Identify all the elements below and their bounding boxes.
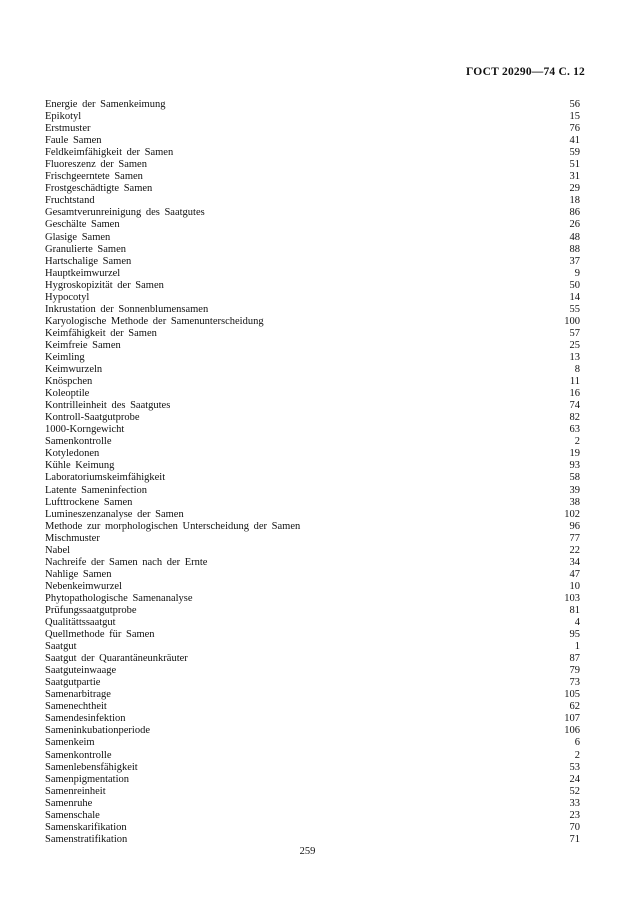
entry-term: Samenstratifikation	[45, 833, 128, 845]
index-entry	[45, 268, 580, 280]
index-entry	[45, 798, 580, 810]
entry-term: Hygroskopizität der Samen	[45, 279, 164, 291]
entry-term: Qualitättssaatgut	[45, 617, 116, 629]
entry-term: Faule Samen	[45, 135, 102, 147]
entry-term: Nachreife der Samen nach der Ernte	[45, 556, 208, 568]
index-list	[45, 99, 580, 846]
page-number: 259	[299, 846, 316, 857]
entry-number: 74	[569, 400, 580, 412]
entry-term: Nahlige Samen	[45, 568, 112, 580]
entry-term: Fluoreszenz der Samen	[45, 159, 147, 171]
entry-term: Koleoptile	[45, 388, 90, 400]
index-entry	[45, 340, 580, 352]
index-entry	[45, 822, 580, 834]
index-entry	[45, 509, 580, 521]
entry-number: 15	[569, 111, 580, 123]
entry-term: Samenechtheit	[45, 701, 107, 713]
entry-term: Frischgeerntete Samen	[45, 171, 143, 183]
entry-term: Samenarbitrage	[45, 689, 111, 701]
entry-term: 1000-Korngewicht	[45, 424, 125, 436]
entry-number: 9	[574, 267, 580, 279]
entry-number: 41	[569, 135, 580, 147]
entry-number: 102	[564, 508, 580, 520]
index-entry	[45, 388, 580, 400]
index-entry	[45, 219, 580, 231]
index-entry	[45, 472, 580, 484]
index-entry	[45, 195, 580, 207]
entry-term: Samenskarifikation	[45, 821, 127, 833]
index-entry	[45, 701, 580, 713]
index-entry	[45, 593, 580, 605]
entry-number: 58	[569, 472, 580, 484]
entry-term: Prüfungssaatgutprobe	[45, 604, 137, 616]
entry-number: 11	[569, 376, 580, 388]
index-entry	[45, 183, 580, 195]
entry-term: Keimfreie Samen	[45, 339, 121, 351]
index-entry	[45, 244, 580, 256]
entry-number: 25	[569, 339, 580, 351]
entry-number: 33	[569, 797, 580, 809]
entry-term: Frostgeschädtigte Samen	[45, 183, 153, 195]
index-entry	[45, 641, 580, 653]
index-entry	[45, 665, 580, 677]
entry-number: 71	[569, 833, 580, 845]
index-entry	[45, 581, 580, 593]
entry-term: Latente Sameninfection	[45, 484, 148, 496]
entry-number: 31	[569, 171, 580, 183]
entry-number: 39	[569, 484, 580, 496]
index-entry	[45, 99, 580, 111]
index-entry	[45, 207, 580, 219]
index-entry	[45, 617, 580, 629]
entry-term: Methode zur morphologischen Unterscheidung der Samen	[45, 520, 301, 532]
entry-term: Kontroll-Saatgutprobe	[45, 412, 140, 424]
index-entry	[45, 352, 580, 364]
entry-term: Saatgutpartie	[45, 677, 101, 689]
index-entry	[45, 605, 580, 617]
entry-term: Geschälte Samen	[45, 219, 120, 231]
entry-number: 79	[569, 665, 580, 677]
entry-term: Kotyledonen	[45, 448, 100, 460]
index-entry	[45, 713, 580, 725]
entry-number: 8	[574, 364, 580, 376]
index-entry	[45, 774, 580, 786]
document-header: ГОСТ 20290—74 С. 12	[466, 66, 585, 78]
index-entry	[45, 521, 580, 533]
entry-term: Hypocotyl	[45, 291, 90, 303]
index-entry	[45, 256, 580, 268]
entry-term: Hauptkeimwurzel	[45, 267, 121, 279]
entry-number: 53	[569, 761, 580, 773]
entry-number: 59	[569, 147, 580, 159]
index-entry	[45, 653, 580, 665]
index-entry	[45, 762, 580, 774]
entry-number: 13	[569, 351, 580, 363]
entry-number: 29	[569, 183, 580, 195]
index-entry	[45, 557, 580, 569]
index-entry	[45, 750, 580, 762]
entry-term: Karyologische Methode der Samenunterscheidung	[45, 315, 264, 327]
entry-term: Keimfähigkeit der Samen	[45, 327, 157, 339]
index-entry	[45, 159, 580, 171]
entry-number: 96	[569, 520, 580, 532]
entry-number: 18	[569, 195, 580, 207]
index-entry	[45, 497, 580, 509]
index-entry	[45, 834, 580, 846]
entry-number: 70	[569, 821, 580, 833]
entry-number: 105	[564, 689, 580, 701]
entry-number: 77	[569, 532, 580, 544]
index-entry	[45, 448, 580, 460]
index-entry	[45, 364, 580, 376]
index-entry	[45, 376, 580, 388]
entry-number: 103	[564, 592, 580, 604]
entry-number: 51	[569, 159, 580, 171]
index-entry	[45, 485, 580, 497]
entry-number: 93	[569, 460, 580, 472]
entry-number: 82	[569, 412, 580, 424]
entry-number: 23	[569, 809, 580, 821]
entry-number: 2	[574, 436, 580, 448]
entry-number: 62	[569, 701, 580, 713]
entry-term: Saatguteinwaage	[45, 665, 117, 677]
entry-term: Granulierte Samen	[45, 243, 127, 255]
entry-term: Nebenkeimwurzel	[45, 580, 122, 592]
entry-number: 56	[569, 99, 580, 110]
entry-term: Keimling	[45, 351, 85, 363]
index-entry	[45, 737, 580, 749]
entry-number: 52	[569, 785, 580, 797]
entry-number: 47	[569, 568, 580, 580]
index-entry	[45, 689, 580, 701]
entry-term: Inkrustation der Sonnenblumensamen	[45, 303, 209, 315]
index-entry	[45, 316, 580, 328]
entry-number: 55	[569, 303, 580, 315]
index-entry	[45, 328, 580, 340]
entry-term: Samenlebensfähigkeit	[45, 761, 138, 773]
index-entry	[45, 412, 580, 424]
entry-number: 73	[569, 677, 580, 689]
entry-number: 6	[574, 737, 580, 749]
entry-number: 95	[569, 629, 580, 641]
index-entry	[45, 123, 580, 135]
entry-number: 14	[569, 291, 580, 303]
entry-number: 24	[569, 773, 580, 785]
entry-term: Hartschalige Samen	[45, 255, 132, 267]
entry-term: Nabel	[45, 544, 71, 556]
index-entry	[45, 786, 580, 798]
entry-term: Quellmethode für Samen	[45, 629, 155, 641]
entry-number: 4	[574, 617, 580, 629]
index-entry	[45, 725, 580, 737]
entry-term: Epikotyl	[45, 111, 82, 123]
entry-number: 100	[564, 315, 580, 327]
entry-term: Samenreinheit	[45, 785, 106, 797]
entry-term: Sameninkubationperiode	[45, 725, 150, 737]
entry-number: 57	[569, 327, 580, 339]
entry-term: Erstmuster	[45, 123, 91, 135]
entry-term: Samenpigmentation	[45, 773, 129, 785]
entry-number: 86	[569, 207, 580, 219]
index-entry	[45, 677, 580, 689]
index-entry	[45, 111, 580, 123]
index-entry	[45, 292, 580, 304]
index-entry	[45, 424, 580, 436]
entry-term: Saatgut	[45, 641, 77, 653]
index-entry	[45, 460, 580, 472]
index-entry	[45, 810, 580, 822]
entry-number: 37	[569, 255, 580, 267]
entry-number: 81	[569, 604, 580, 616]
entry-term: Samenruhe	[45, 797, 93, 809]
entry-term: Laboratoriumskeimfähigkeit	[45, 472, 166, 484]
entry-term: Energie der Samenkeimung	[45, 99, 166, 110]
index-entry	[45, 569, 580, 581]
entry-term: Saatgut der Quarantäneunkräuter	[45, 653, 188, 665]
entry-term: Samenschale	[45, 809, 100, 821]
entry-number: 22	[569, 544, 580, 556]
index-entry	[45, 171, 580, 183]
entry-number: 107	[564, 713, 580, 725]
entry-term: Samendesinfektion	[45, 713, 126, 725]
index-entry	[45, 545, 580, 557]
index-entry	[45, 436, 580, 448]
entry-number: 26	[569, 219, 580, 231]
index-entry	[45, 280, 580, 292]
entry-number: 1	[574, 641, 580, 653]
entry-number: 88	[569, 243, 580, 255]
index-entry	[45, 232, 580, 244]
entry-number: 63	[569, 424, 580, 436]
entry-term: Phytopathologische Samenanalyse	[45, 592, 193, 604]
index-entry	[45, 533, 580, 545]
index-entry	[45, 400, 580, 412]
index-entry	[45, 135, 580, 147]
entry-number: 87	[569, 653, 580, 665]
entry-term: Knöspchen	[45, 376, 93, 388]
entry-term: Fruchtstand	[45, 195, 95, 207]
entry-term: Keimwurzeln	[45, 364, 103, 376]
entry-term: Samenkeim	[45, 737, 95, 749]
entry-number: 38	[569, 496, 580, 508]
index-entry	[45, 304, 580, 316]
entry-number: 48	[569, 231, 580, 243]
entry-term: Lumineszenzanalyse der Samen	[45, 508, 184, 520]
entry-term: Feldkeimfähigkeit der Samen	[45, 147, 174, 159]
entry-term: Mischmuster	[45, 532, 100, 544]
entry-term: Kontrilleinheit des Saatgutes	[45, 400, 171, 412]
entry-term: Gesamtverunreinigung des Saatgutes	[45, 207, 205, 219]
entry-term: Kühle Keimung	[45, 460, 115, 472]
entry-term: Lufttrockene Samen	[45, 496, 133, 508]
entry-number: 16	[569, 388, 580, 400]
entry-term: Samenkontrolle	[45, 436, 112, 448]
entry-term: Samenkontrolle	[45, 749, 112, 761]
entry-number: 106	[564, 725, 580, 737]
index-entry	[45, 629, 580, 641]
entry-number: 2	[574, 749, 580, 761]
entry-number: 10	[569, 580, 580, 592]
index-entry	[45, 147, 580, 159]
entry-term: Glasige Samen	[45, 231, 111, 243]
entry-number: 50	[569, 279, 580, 291]
entry-number: 34	[569, 556, 580, 568]
entry-number: 76	[569, 123, 580, 135]
entry-number: 19	[569, 448, 580, 460]
